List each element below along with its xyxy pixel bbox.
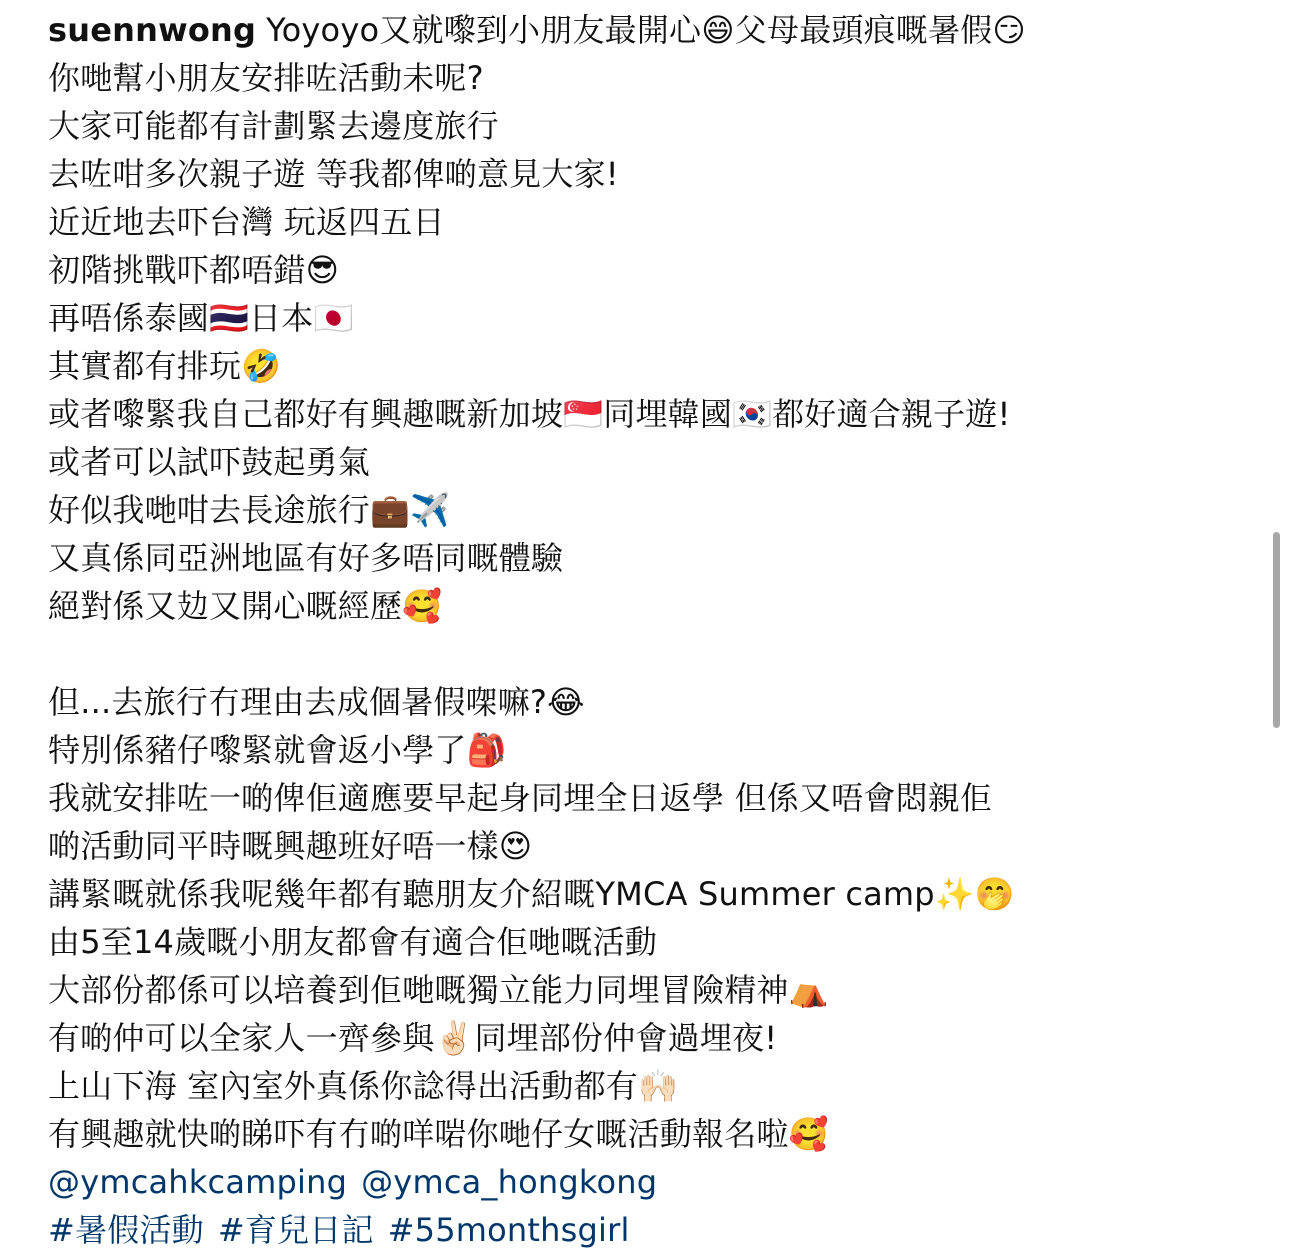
caption-line-22: 上山下海 室內室外真係你諗得出活動都有🙌🏻 xyxy=(48,1067,679,1105)
caption-line-7: 其實都有排玩🤣 xyxy=(48,347,282,385)
caption-line-8: 或者嚟緊我自己都好有興趣嘅新加坡🇸🇬同埋韓國🇰🇷都好適合親子遊! xyxy=(48,395,1011,433)
hashtag-summer-activities-link[interactable]: #暑假活動 xyxy=(48,1211,204,1249)
caption-line-1: 你哋幫小朋友安排咗活動未呢? xyxy=(48,59,484,97)
caption-line-5: 初階挑戰吓都唔錯😎 xyxy=(48,251,340,289)
caption-line-10: 好似我哋咁去長途旅行💼✈️ xyxy=(48,491,451,529)
caption-line-9: 或者可以試吓鼓起勇氣 xyxy=(48,443,371,481)
hashtag-parenting-diary-link[interactable]: #育兒日記 xyxy=(217,1211,374,1249)
caption-line-17: 啲活動同平時嘅興趣班好唔一樣😍 xyxy=(48,827,533,865)
caption-text: Yoyoyo又就嚟到小朋友最開心😄父母最頭痕嘅暑假😏 xyxy=(266,11,1026,49)
mention-ymcahkcamping-link[interactable]: @ymcahkcamping xyxy=(48,1163,348,1201)
caption-line-0 xyxy=(48,6,1248,54)
caption-line-12: 絕對係又攰又開心嘅經歷🥰 xyxy=(48,587,443,625)
caption-line-15: 特別係豬仔嚟緊就會返小學了🎒 xyxy=(48,731,507,769)
post-caption xyxy=(48,6,1248,1254)
caption-line-14: 但...去旅行冇理由去成個暑假㗎嘛?😂 xyxy=(48,683,585,721)
caption-line-19: 由5至14歲嘅小朋友都會有適合佢哋嘅活動 xyxy=(48,923,658,961)
caption-blank-line xyxy=(48,630,1248,678)
caption-line-16: 我就安排咗一啲俾佢適應要早起身同埋全日返學 但係又唔會悶親佢 xyxy=(48,779,993,817)
caption-line-4: 近近地去吓台灣 玩返四五日 xyxy=(48,203,445,241)
mentions-line xyxy=(48,1158,1248,1206)
username-link[interactable]: suennwong xyxy=(48,11,257,49)
caption-line-6: 再唔係泰國🇹🇭日本🇯🇵 xyxy=(48,299,354,337)
caption-line-23: 有興趣就快啲睇吓有冇啲咩啱你哋仔女嘅活動報名啦🥰 xyxy=(48,1115,829,1153)
scrollbar[interactable] xyxy=(1273,532,1280,728)
mention-ymca-hongkong-link[interactable]: @ymca_hongkong xyxy=(361,1163,658,1201)
hashtags-line xyxy=(48,1206,1248,1254)
caption-line-21: 有啲仲可以全家人一齊參與✌🏻同埋部份仲會過埋夜! xyxy=(48,1019,778,1057)
caption-line-11: 又真係同亞洲地區有好多唔同嘅體驗 xyxy=(48,539,564,577)
caption-line-20: 大部份都係可以培養到佢哋嘅獨立能力同埋冒險精神⛺ xyxy=(48,971,829,1009)
hashtag-55monthsgirl-link[interactable]: #55monthsgirl xyxy=(387,1211,630,1249)
caption-line-3: 去咗咁多次親子遊 等我都俾啲意見大家! xyxy=(48,155,619,193)
caption-line-2: 大家可能都有計劃緊去邊度旅行 xyxy=(48,107,499,145)
caption-line-18: 講緊嘅就係我呢幾年都有聽朋友介紹嘅YMCA Summer camp✨🤭 xyxy=(48,875,1015,913)
